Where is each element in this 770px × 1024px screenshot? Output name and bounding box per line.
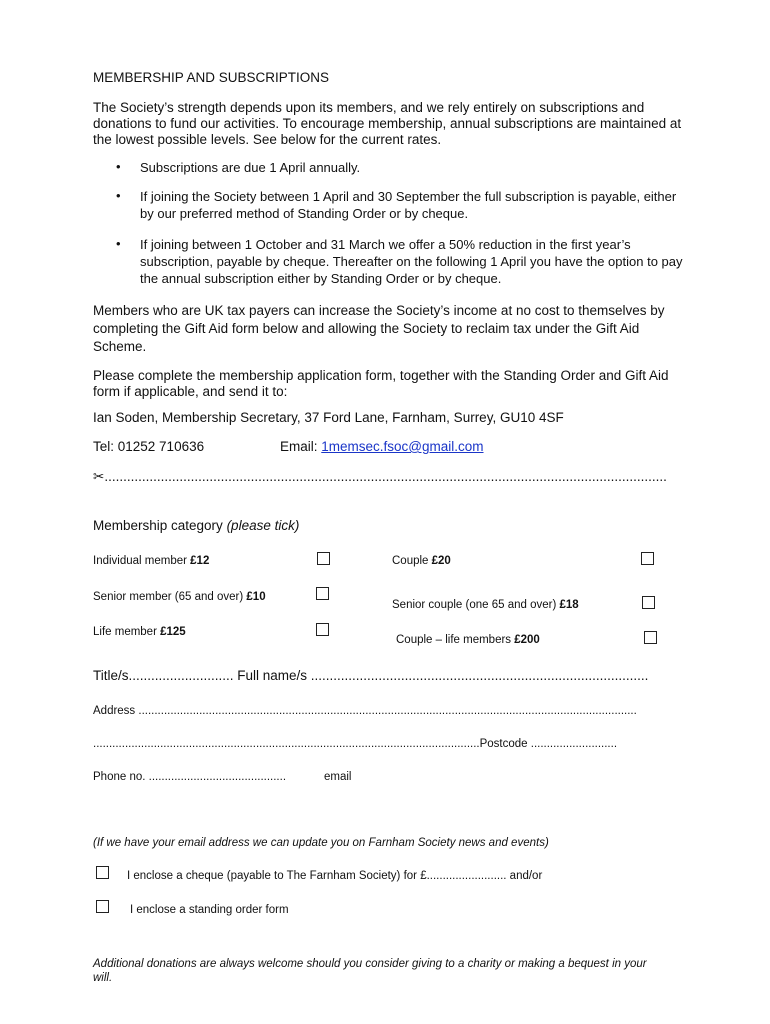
- telephone: Tel: 01252 710636: [93, 439, 205, 454]
- address-field[interactable]: Address ............................................................................................................................................................: [93, 705, 637, 717]
- bullet-marker: •: [116, 188, 121, 203]
- cut-line-dots: ......................................................................................................................................................: [104, 469, 667, 484]
- option-couple-life-label: [396, 633, 540, 647]
- scissors-icon: ✂: [93, 469, 105, 484]
- checkbox-couple-life[interactable]: [644, 631, 657, 644]
- gift-aid-paragraph: Members who are UK tax payers can increase the Society’s income at no cost to themselves by completing the Gift Aid form below and allowing the Society to reclaim tax under the Gift Aid Scheme.: [93, 303, 665, 354]
- option-label: Couple – life members: [396, 634, 515, 646]
- option-price: £12: [190, 555, 210, 567]
- option-label: Couple: [392, 555, 432, 567]
- category-label-text: Membership category: [93, 518, 227, 533]
- bullet-marker: •: [116, 159, 121, 174]
- intro-paragraph: The Society’s strength depends upon its members, and we rely entirely on subscriptions and donations to fund our activities. To encourage membership, annual subscriptions are maintained at the lowest possible levels. See below for the current rates.: [93, 100, 682, 147]
- bullet-item: If joining between 1 October and 31 March we offer a 50% reduction in the first year’s subscription, payable by cheque. Thereafter on the following 1 April you have the option to pay the annual subscription either by Standing Order or by cheque.: [140, 237, 683, 286]
- option-senior-label: [93, 590, 266, 604]
- option-price: £125: [160, 626, 186, 638]
- footer-note: [93, 957, 653, 985]
- option-life-label: [93, 625, 186, 639]
- address-postcode-field[interactable]: .........................................................................................................................Postcode ...........................: [93, 738, 618, 750]
- standing-order-label: I enclose a standing order form: [130, 904, 289, 916]
- phone-field[interactable]: Phone no. ...........................................: [93, 771, 287, 783]
- email-field[interactable]: email: [324, 771, 352, 783]
- checkbox-life[interactable]: [316, 623, 329, 636]
- email-link[interactable]: 1memsec.fsoc@gmail.com: [321, 439, 484, 454]
- option-label: Senior couple (one 65 and over): [392, 599, 560, 611]
- checkbox-standing-order[interactable]: [96, 900, 109, 913]
- option-price: £10: [246, 591, 266, 603]
- bullet-marker: •: [116, 236, 121, 251]
- email-contact-label: Email:: [280, 439, 322, 454]
- cut-line: [93, 469, 678, 485]
- complete-form-paragraph: Please complete the membership application form, together with the Standing Order and Gift Aid form if applicable, and send it to:: [93, 368, 669, 399]
- email-note-text: (If we have your email address we can update you on Farnham Society news and events): [93, 837, 549, 849]
- option-individual-label: [93, 554, 209, 568]
- email-contact: [280, 439, 484, 455]
- option-label: Life member: [93, 626, 161, 638]
- category-hint: (please tick): [226, 518, 300, 533]
- option-couple-label: [392, 554, 451, 568]
- email-note: [93, 836, 549, 850]
- title-fullname-field[interactable]: Title/s............................ Full name/s ..........................................................................................: [93, 668, 649, 683]
- option-price: £18: [559, 599, 579, 611]
- checkbox-cheque[interactable]: [96, 866, 109, 879]
- checkbox-senior-couple[interactable]: [642, 596, 655, 609]
- option-price: £200: [514, 634, 540, 646]
- option-senior-couple-label: [392, 598, 579, 612]
- secretary-address: Ian Soden, Membership Secretary, 37 Ford Lane, Farnham, Surrey, GU10 4SF: [93, 410, 564, 425]
- cheque-label: I enclose a cheque (payable to The Farnham Society) for £......................... and/or: [127, 870, 543, 882]
- checkbox-couple[interactable]: [641, 552, 654, 565]
- option-label: Senior member (65 and over): [93, 591, 247, 603]
- checkbox-senior[interactable]: [316, 587, 329, 600]
- footer-note-text: Additional donations are always welcome should you consider giving to a charity or making a bequest in your will.: [93, 958, 647, 984]
- page-heading: MEMBERSHIP AND SUBSCRIPTIONS: [93, 70, 330, 85]
- option-label: Individual member: [93, 555, 191, 567]
- membership-category-label: [93, 518, 299, 534]
- checkbox-individual[interactable]: [317, 552, 330, 565]
- option-price: £20: [431, 555, 451, 567]
- bullet-item: Subscriptions are due 1 April annually.: [140, 160, 361, 175]
- bullet-item: If joining the Society between 1 April and 30 September the full subscription is payable, either by our preferred method of Standing Order or by cheque.: [140, 189, 677, 221]
